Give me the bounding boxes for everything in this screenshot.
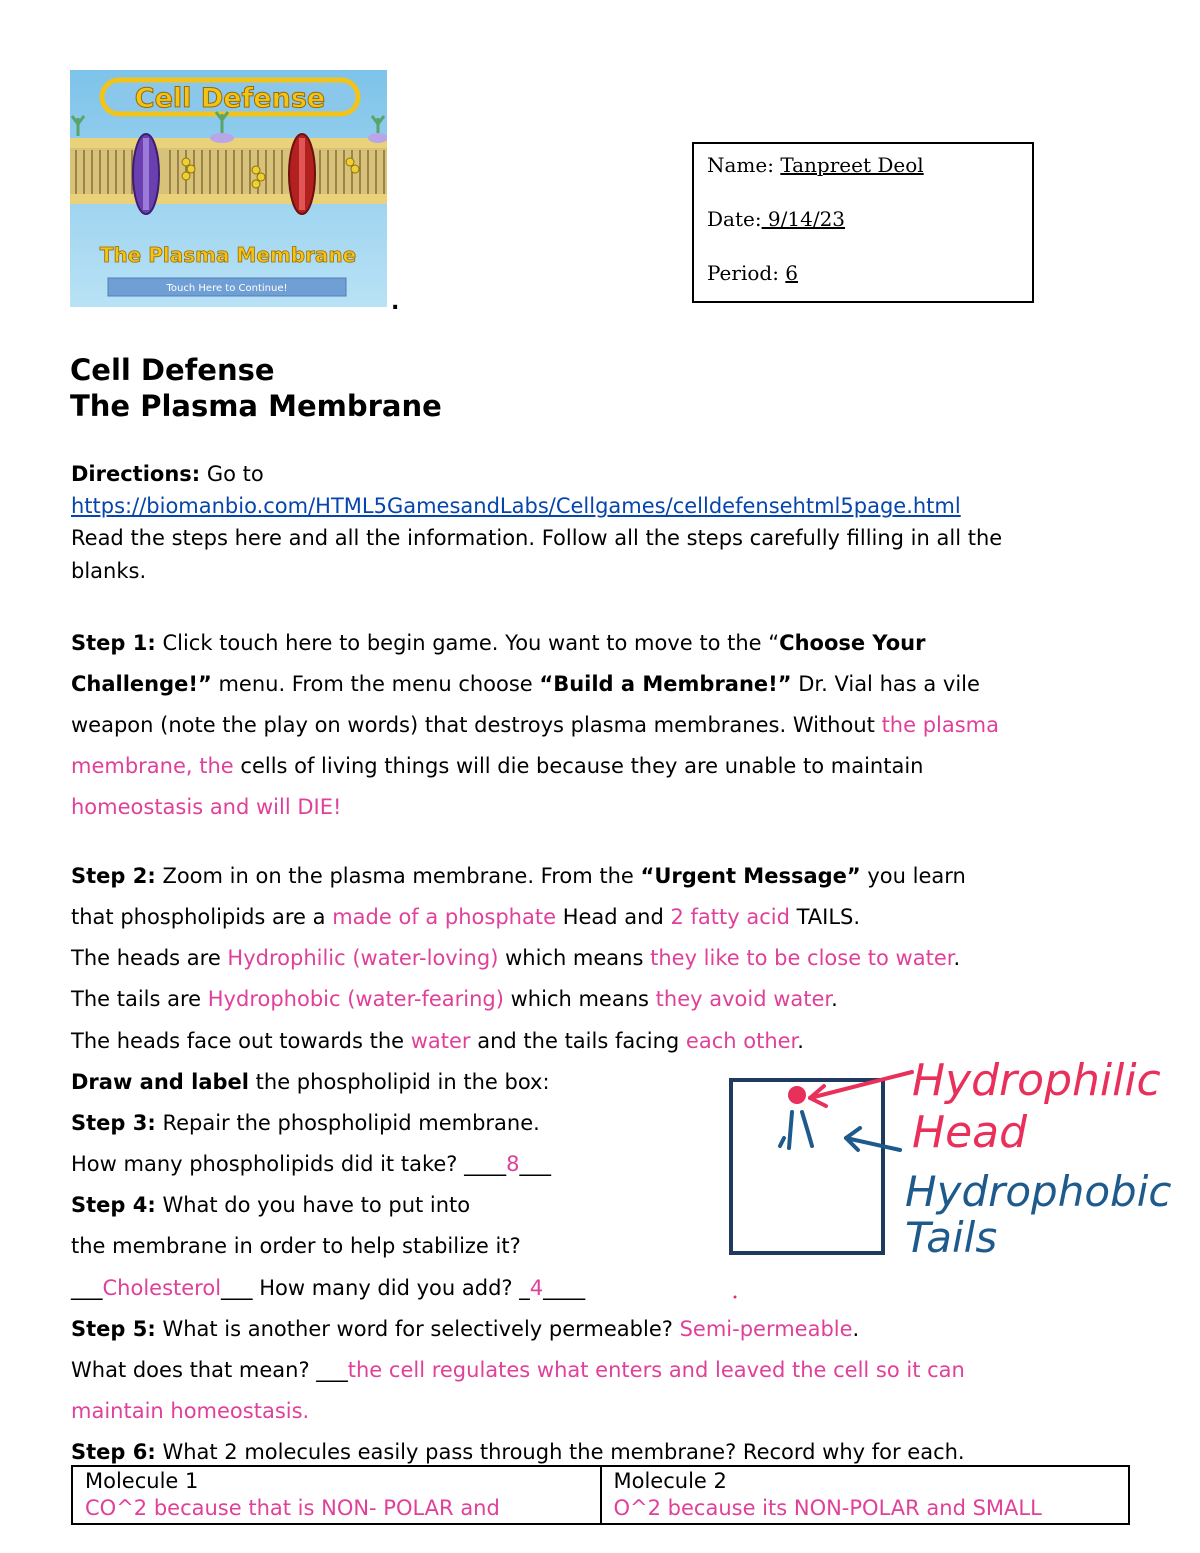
step1-line1: Step 1: Click touch here to begin game. You want to move to the “Choose Your <box>71 631 926 655</box>
step5-answer: Semi-permeable <box>679 1317 853 1341</box>
step4-answer: Cholesterol <box>102 1276 222 1300</box>
cell-defense-banner <box>70 70 387 307</box>
directions-url-line <box>71 493 961 519</box>
step2-line1: Step 2: Zoom in on the plasma membrane. From the “Urgent Message” you learn <box>71 864 966 888</box>
period-row: Period: 6 <box>707 261 799 285</box>
directions-text: Read the steps here and all the information. Follow all the steps carefully filling in all the <box>71 526 1003 550</box>
molecule-1-cell: Molecule 1 CO^2 because that is NON- POLAR and <box>72 1466 601 1524</box>
name-value[interactable]: Tanpreet Deol <box>780 153 924 177</box>
step4-line3: ___Cholesterol___ How many did you add? _4____ <box>71 1276 586 1300</box>
draw-instruction: Draw and label the phospholipid in the box: <box>71 1070 550 1094</box>
hydrophobic-tails-label: Hydrophobic Tails <box>905 1167 1172 1262</box>
game-url-link[interactable]: https://biomanbio.com/HTML5GamesandLabs/Cellgames/celldefensehtml5page.html <box>71 494 961 518</box>
page-subtitle: The Plasma Membrane <box>70 389 442 423</box>
step2-line5: The heads face out towards the water and the tails facing each other. <box>71 1029 804 1053</box>
molecules-table <box>71 1465 1130 1525</box>
step5-answer-cont: maintain homeostasis. <box>71 1399 310 1423</box>
date-row: Date: 9/14/23 <box>707 207 846 231</box>
period-value[interactable]: 6 <box>785 261 799 285</box>
step3-line2: How many phospholipids did it take? ____8___ <box>71 1152 551 1176</box>
page-title: Cell Defense <box>70 353 275 387</box>
step2-line4: The tails are Hydrophobic (water-fearing) which means they avoid water. <box>71 987 838 1011</box>
molecule-2-cell: Molecule 2 O^2 because its NON-POLAR and SMALL <box>601 1466 1130 1524</box>
step1-answer-c: homeostasis and will DIE! <box>71 795 342 819</box>
student-info-box <box>692 142 1034 303</box>
handwritten-annotation <box>700 1020 1200 1320</box>
phospholipid-head-icon <box>788 1086 806 1104</box>
step4-line2: the membrane in order to help stabilize it? <box>71 1234 521 1258</box>
step1-line3: weapon (note the play on words) that destroys plasma membranes. Without the plasma <box>71 713 1000 737</box>
molecule-2-answer: O^2 because its NON-POLAR and SMALL <box>613 1496 1042 1520</box>
step5-line2: What does that mean? ___the cell regulates what enters and leaved the cell so it can <box>71 1358 965 1382</box>
step1-answer-a: the plasma <box>881 713 1000 737</box>
step1-line4: membrane, the cells of living things will die because they are unable to maintain <box>71 754 924 778</box>
step6-line: Step 6: What 2 molecules easily pass through the membrane? Record why for each. <box>71 1440 965 1464</box>
date-value[interactable]: 9/14/23 <box>761 207 846 231</box>
touch-continue-label: Touch Here to Continue! <box>166 283 288 294</box>
step3-line1: Step 3: Repair the phospholipid membrane. <box>71 1111 540 1135</box>
stray-period: . <box>391 290 400 315</box>
step1-line2: Challenge!” menu. From the menu choose “Build a Membrane!” Dr. Vial has a vile <box>71 672 980 696</box>
directions-line: Directions: Go to <box>71 462 264 486</box>
name-row: Name: Tanpreet Deol <box>707 153 924 177</box>
banner-subtitle: The Plasma Membrane <box>99 243 357 267</box>
step2-line3: The heads are Hydrophilic (water-loving) which means they like to be close to water. <box>71 946 961 970</box>
banner-title: Cell Defense <box>134 83 326 114</box>
step1-answer-b: membrane, the <box>71 754 234 778</box>
step4-line1: Step 4: What do you have to put into <box>71 1193 471 1217</box>
step2-line2: that phospholipids are a made of a phosphate Head and 2 fatty acid TAILS. <box>71 905 861 929</box>
phospholipid-tails-icon <box>780 1112 812 1148</box>
hydrophilic-head-label: Hydrophilic Head <box>912 1055 1161 1158</box>
step3-answer: 8 <box>506 1152 520 1176</box>
step4-count: 4 <box>529 1276 544 1300</box>
step5-line1: Step 5: What is another word for selectively permeable? Semi-permeable. <box>71 1317 860 1341</box>
directions-text-2: blanks. <box>71 559 147 583</box>
molecule-1-answer: CO^2 because that is NON- POLAR and <box>85 1496 500 1520</box>
